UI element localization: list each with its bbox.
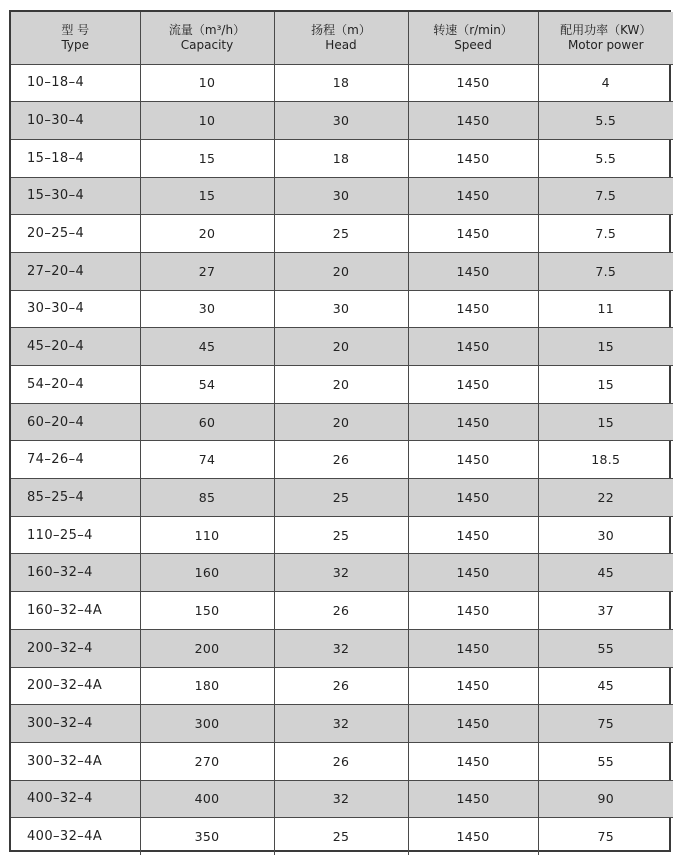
cell-head: 30 (274, 102, 408, 140)
cell-motor-power: 5.5 (538, 102, 673, 140)
cell-speed: 1450 (408, 403, 538, 441)
cell-capacity: 27 (140, 252, 274, 290)
pump-spec-table (11, 12, 673, 855)
cell-capacity: 350 (140, 818, 274, 856)
header-capacity-en: Capacity (180, 37, 234, 52)
cell-head: 32 (274, 780, 408, 818)
header-type-zh: 型 号 (61, 22, 90, 37)
cell-capacity: 20 (140, 215, 274, 253)
cell-head: 26 (274, 742, 408, 780)
cell-type: 110–25–4 (11, 516, 140, 554)
table-row (11, 64, 673, 102)
cell-type: 300–32–4A (11, 742, 140, 780)
cell-head: 25 (274, 215, 408, 253)
header-type-en: Type (61, 37, 90, 52)
cell-head: 20 (274, 328, 408, 366)
cell-capacity: 10 (140, 64, 274, 102)
table-row (11, 554, 673, 592)
table-row (11, 177, 673, 215)
header-head-en: Head (325, 37, 357, 52)
cell-motor-power: 75 (538, 705, 673, 743)
table-body (11, 64, 673, 855)
cell-head: 25 (274, 479, 408, 517)
cell-motor-power: 90 (538, 780, 673, 818)
cell-type: 160–32–4 (11, 554, 140, 592)
header-type (11, 12, 140, 64)
cell-head: 32 (274, 554, 408, 592)
header-head (274, 12, 408, 64)
table-row (11, 328, 673, 366)
table-header (11, 12, 673, 64)
cell-type: 160–32–4A (11, 592, 140, 630)
cell-type: 200–32–4A (11, 667, 140, 705)
cell-speed: 1450 (408, 629, 538, 667)
cell-speed: 1450 (408, 667, 538, 705)
cell-motor-power: 15 (538, 403, 673, 441)
cell-motor-power: 7.5 (538, 177, 673, 215)
cell-speed: 1450 (408, 290, 538, 328)
header-row (11, 12, 673, 64)
cell-type: 15–30–4 (11, 177, 140, 215)
cell-speed: 1450 (408, 705, 538, 743)
cell-capacity: 30 (140, 290, 274, 328)
cell-head: 26 (274, 441, 408, 479)
cell-speed: 1450 (408, 64, 538, 102)
cell-motor-power: 15 (538, 366, 673, 404)
cell-type: 10–30–4 (11, 102, 140, 140)
cell-speed: 1450 (408, 592, 538, 630)
cell-capacity: 15 (140, 177, 274, 215)
cell-motor-power: 15 (538, 328, 673, 366)
cell-capacity: 10 (140, 102, 274, 140)
cell-motor-power: 22 (538, 479, 673, 517)
table-row (11, 705, 673, 743)
pump-spec-table-frame (9, 10, 671, 852)
cell-motor-power: 45 (538, 667, 673, 705)
cell-motor-power: 18.5 (538, 441, 673, 479)
cell-motor-power: 45 (538, 554, 673, 592)
cell-head: 25 (274, 516, 408, 554)
cell-capacity: 160 (140, 554, 274, 592)
table-row (11, 516, 673, 554)
cell-capacity: 400 (140, 780, 274, 818)
cell-motor-power: 37 (538, 592, 673, 630)
cell-capacity: 54 (140, 366, 274, 404)
table-row (11, 290, 673, 328)
cell-type: 20–25–4 (11, 215, 140, 253)
cell-head: 26 (274, 667, 408, 705)
cell-motor-power: 55 (538, 742, 673, 780)
header-capacity (140, 12, 274, 64)
cell-speed: 1450 (408, 479, 538, 517)
cell-capacity: 15 (140, 139, 274, 177)
cell-motor-power: 5.5 (538, 139, 673, 177)
cell-head: 32 (274, 629, 408, 667)
cell-capacity: 300 (140, 705, 274, 743)
cell-type: 400–32–4 (11, 780, 140, 818)
header-speed-zh: 转速（r/min） (433, 22, 513, 37)
cell-type: 60–20–4 (11, 403, 140, 441)
table-row (11, 818, 673, 856)
cell-speed: 1450 (408, 554, 538, 592)
cell-capacity: 150 (140, 592, 274, 630)
cell-capacity: 60 (140, 403, 274, 441)
cell-type: 74–26–4 (11, 441, 140, 479)
cell-speed: 1450 (408, 366, 538, 404)
cell-speed: 1450 (408, 780, 538, 818)
cell-head: 25 (274, 818, 408, 856)
cell-motor-power: 11 (538, 290, 673, 328)
cell-speed: 1450 (408, 818, 538, 856)
table-row (11, 102, 673, 140)
header-speed-en: Speed (454, 37, 492, 52)
cell-speed: 1450 (408, 177, 538, 215)
cell-motor-power: 7.5 (538, 252, 673, 290)
cell-head: 32 (274, 705, 408, 743)
cell-head: 18 (274, 139, 408, 177)
cell-type: 45–20–4 (11, 328, 140, 366)
cell-motor-power: 4 (538, 64, 673, 102)
table-row (11, 366, 673, 404)
cell-type: 54–20–4 (11, 366, 140, 404)
cell-head: 20 (274, 366, 408, 404)
cell-speed: 1450 (408, 742, 538, 780)
cell-type: 85–25–4 (11, 479, 140, 517)
cell-head: 20 (274, 403, 408, 441)
table-row (11, 780, 673, 818)
cell-head: 20 (274, 252, 408, 290)
cell-motor-power: 7.5 (538, 215, 673, 253)
header-head-zh: 扬程（m） (311, 22, 371, 37)
cell-type: 400–32–4A (11, 818, 140, 856)
header-motor-power-zh: 配用功率（KW） (560, 22, 652, 37)
header-motor-power (538, 12, 673, 64)
table-row (11, 139, 673, 177)
header-motor-power-en: Motor power (567, 37, 644, 52)
cell-speed: 1450 (408, 516, 538, 554)
cell-capacity: 200 (140, 629, 274, 667)
table-row (11, 252, 673, 290)
cell-capacity: 110 (140, 516, 274, 554)
cell-head: 18 (274, 64, 408, 102)
cell-type: 27–20–4 (11, 252, 140, 290)
table-row (11, 742, 673, 780)
cell-speed: 1450 (408, 215, 538, 253)
cell-head: 30 (274, 290, 408, 328)
table-row (11, 215, 673, 253)
cell-capacity: 270 (140, 742, 274, 780)
cell-motor-power: 75 (597, 829, 614, 845)
cell-motor-power: 30 (538, 516, 673, 554)
table-row (11, 403, 673, 441)
cell-head: 30 (274, 177, 408, 215)
cell-type: 10–18–4 (11, 64, 140, 102)
cell-type: 300–32–4 (11, 705, 140, 743)
cell-speed: 1450 (408, 139, 538, 177)
cell-capacity: 45 (140, 328, 274, 366)
table-row (11, 441, 673, 479)
cell-capacity: 85 (140, 479, 274, 517)
cell-type: 15–18–4 (11, 139, 140, 177)
cell-motor-power: 55 (538, 629, 673, 667)
cell-capacity: 74 (140, 441, 274, 479)
table-row (11, 629, 673, 667)
cell-head: 26 (274, 592, 408, 630)
table-row (11, 667, 673, 705)
cell-speed: 1450 (408, 252, 538, 290)
cell-type: 200–32–4 (11, 629, 140, 667)
table-row (11, 479, 673, 517)
cell-capacity: 180 (140, 667, 274, 705)
cell-speed: 1450 (408, 328, 538, 366)
header-speed (408, 12, 538, 64)
cell-type: 30–30–4 (11, 290, 140, 328)
cell-speed: 1450 (408, 102, 538, 140)
cell-speed: 1450 (408, 441, 538, 479)
header-capacity-zh: 流量（m³/h） (168, 22, 246, 37)
table-row (11, 592, 673, 630)
